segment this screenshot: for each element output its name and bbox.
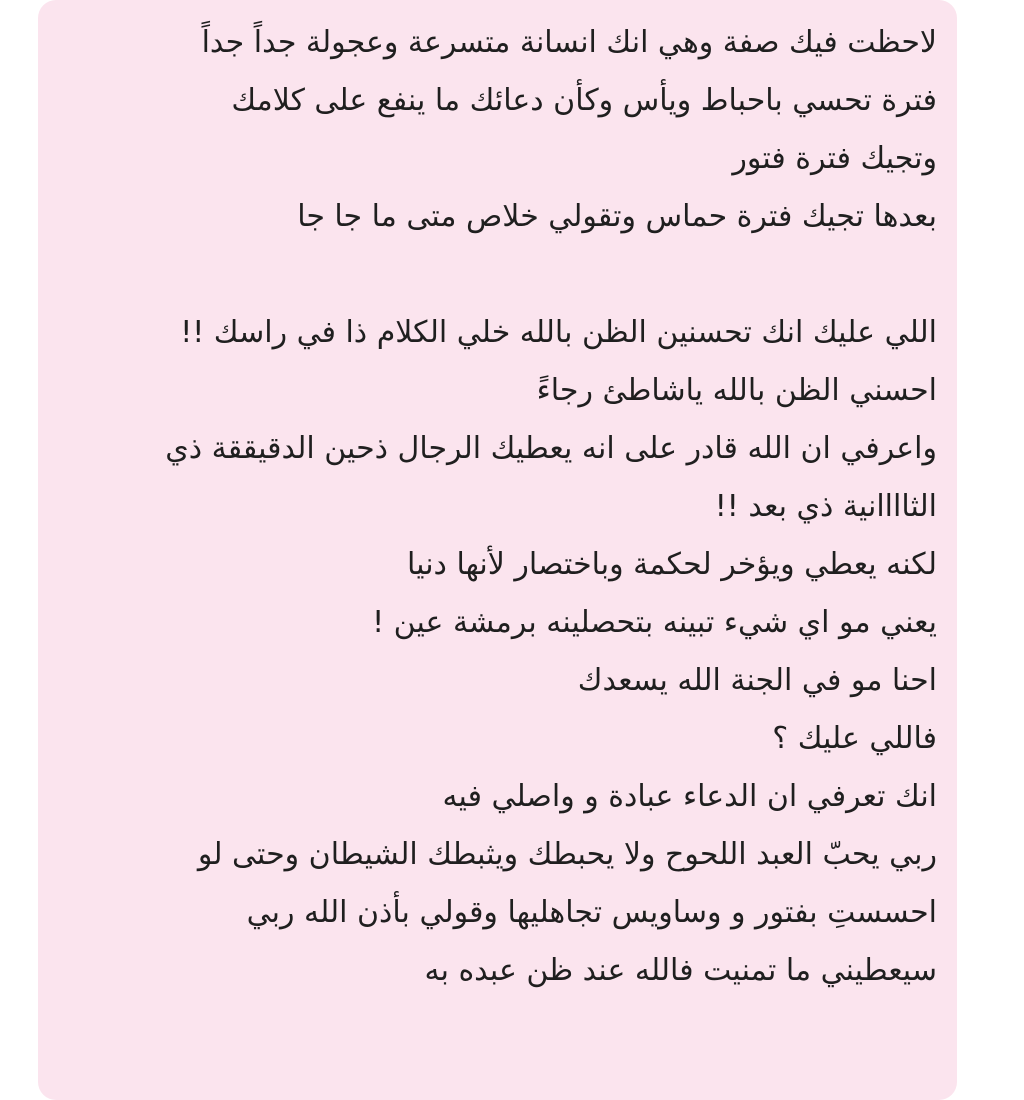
message-line-16: احسستِ بفتور و وساويس تجاهليها وقولي بأذن الله ربي	[246, 895, 937, 930]
message-line-2: فترة تحسي باحباط ويأس وكأن دعائك ما ينفع على كلامك	[231, 83, 937, 118]
message-line-12: احنا مو في الجنة الله يسعدك	[577, 663, 937, 698]
message-line-15: ربي يحبّ العبد اللحوح ولا يحبطك ويثبطك الشيطان وحتى لو	[197, 837, 937, 872]
message-line-1: لاحظت فيك صفة وهي انك انسانة متسرعة وعجولة جداً جداً	[201, 25, 937, 60]
message-bubble	[38, 0, 957, 1100]
message-line-4: بعدها تجيك فترة حماس وتقولي خلاص متى ما جا جا	[297, 199, 937, 234]
message-text	[68, 14, 937, 1000]
message-line-6: اللي عليك انك تحسنين الظن بالله خلي الكلام ذا في راسك !!	[180, 315, 937, 350]
message-line-14: انك تعرفي ان الدعاء عبادة و واصلي فيه	[442, 779, 937, 814]
message-line-7: احسني الظن بالله ياشاطئ رجاءً	[536, 373, 937, 408]
message-line-9: الثاااانية ذي بعد !!	[714, 489, 937, 524]
message-line-3: وتجيك فترة فتور	[732, 141, 937, 176]
message-line-17: سيعطيني ما تمنيت فالله عند ظن عبده به	[424, 953, 937, 988]
message-line-10: لكنه يعطي ويؤخر لحكمة وباختصار لأنها دنيا	[407, 547, 937, 582]
message-line-8: واعرفي ان الله قادر على انه يعطيك الرجال ذحين الدقيققة ذي	[165, 431, 937, 466]
message-line-blank	[68, 246, 937, 304]
message-line-11: يعني مو اي شيء تبينه بتحصلينه برمشة عين !	[372, 605, 937, 640]
message-line-13: فاللي عليك ؟	[772, 721, 937, 756]
